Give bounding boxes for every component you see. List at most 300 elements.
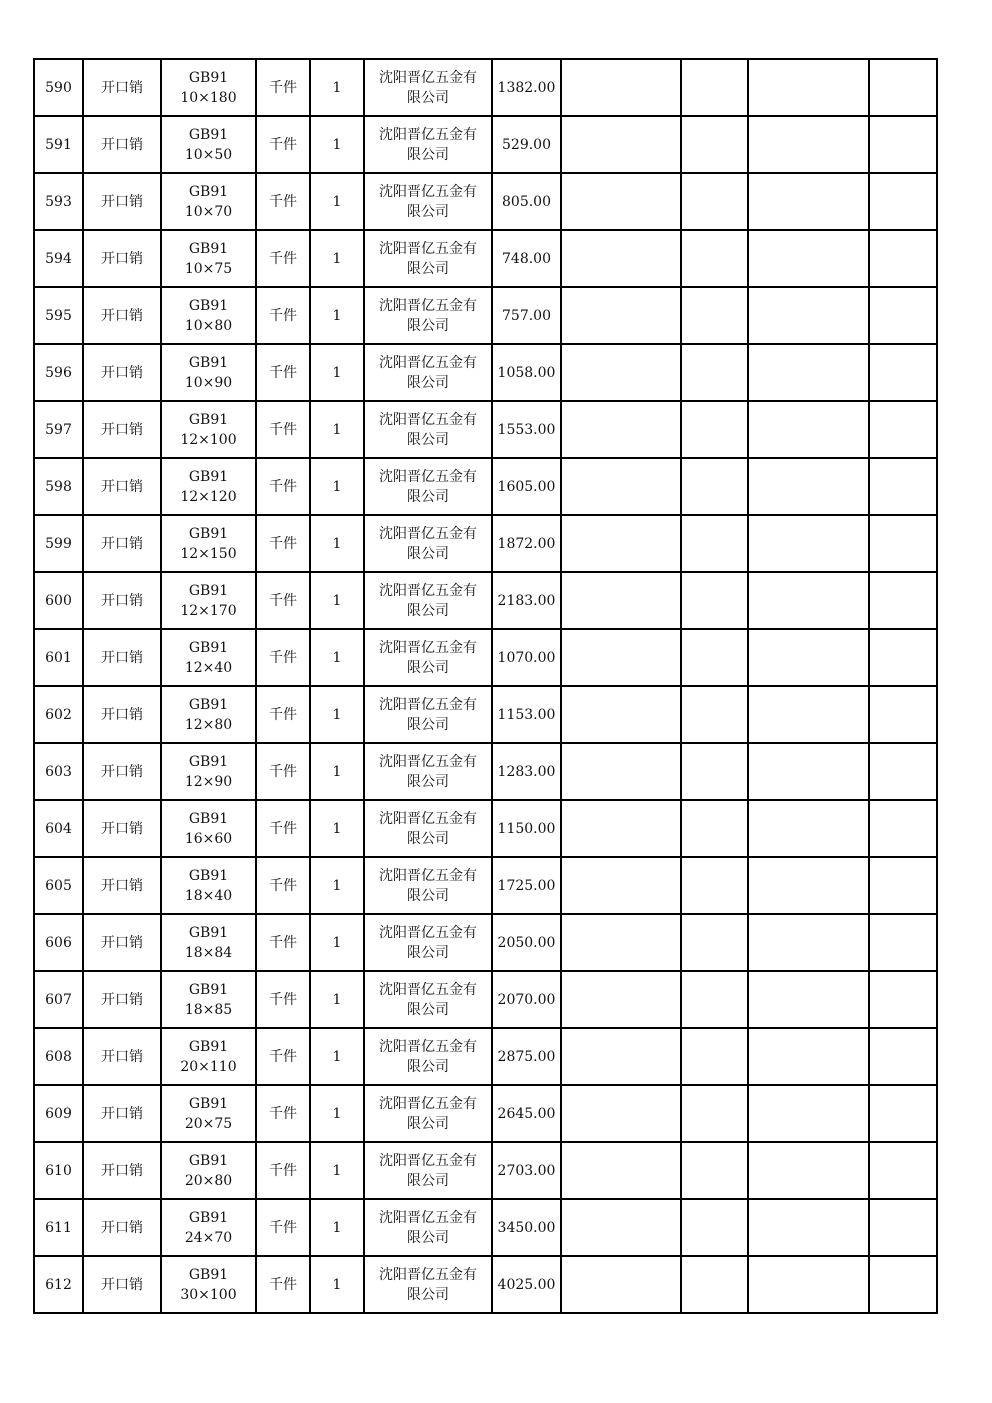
spec-standard: GB91 bbox=[188, 126, 229, 143]
item-spec-cell bbox=[161, 116, 256, 173]
spec-standard: GB91 bbox=[188, 1152, 229, 1169]
item-number-cell: 610 bbox=[34, 1142, 83, 1199]
item-number-cell: 602 bbox=[34, 686, 83, 743]
spec-size: 10×90 bbox=[184, 374, 233, 391]
item-number-cell: 595 bbox=[34, 287, 83, 344]
empty-cell bbox=[748, 686, 869, 743]
empty-cell bbox=[561, 914, 681, 971]
spec-standard: GB91 bbox=[188, 411, 229, 428]
empty-cell bbox=[561, 1085, 681, 1142]
item-spec-cell bbox=[161, 743, 256, 800]
empty-cell bbox=[748, 59, 869, 116]
item-quantity-cell: 1 bbox=[310, 59, 364, 116]
item-name-cell: 开口销 bbox=[83, 230, 161, 287]
item-number-cell: 612 bbox=[34, 1256, 83, 1313]
empty-cell bbox=[748, 230, 869, 287]
supplier-name-line2: 限公司 bbox=[407, 545, 449, 562]
item-name-cell: 开口销 bbox=[83, 971, 161, 1028]
item-unit-cell: 千件 bbox=[256, 173, 310, 230]
empty-cell bbox=[561, 173, 681, 230]
item-spec-cell bbox=[161, 800, 256, 857]
spec-standard: GB91 bbox=[188, 468, 229, 485]
item-unit-cell: 千件 bbox=[256, 629, 310, 686]
table-row bbox=[34, 401, 937, 458]
unit-price-cell: 1283.00 bbox=[492, 743, 561, 800]
table-row bbox=[34, 914, 937, 971]
empty-cell bbox=[561, 1256, 681, 1313]
unit-price-cell: 2183.00 bbox=[492, 572, 561, 629]
item-spec-cell bbox=[161, 173, 256, 230]
empty-cell bbox=[869, 686, 937, 743]
supplier-name-line1: 沈阳晋亿五金有 bbox=[379, 1038, 477, 1055]
supplier-name-line1: 沈阳晋亿五金有 bbox=[379, 468, 477, 485]
supplier-cell bbox=[364, 1199, 492, 1256]
item-spec-cell bbox=[161, 686, 256, 743]
spec-standard: GB91 bbox=[188, 297, 229, 314]
empty-cell bbox=[681, 572, 748, 629]
item-quantity-cell: 1 bbox=[310, 173, 364, 230]
spec-standard: GB91 bbox=[188, 183, 229, 200]
empty-cell bbox=[748, 857, 869, 914]
unit-price-cell: 1725.00 bbox=[492, 857, 561, 914]
empty-cell bbox=[681, 1142, 748, 1199]
supplier-cell bbox=[364, 686, 492, 743]
item-spec-cell bbox=[161, 629, 256, 686]
empty-cell bbox=[681, 1256, 748, 1313]
spec-size: 12×40 bbox=[184, 659, 233, 676]
item-name-cell: 开口销 bbox=[83, 629, 161, 686]
item-name-cell: 开口销 bbox=[83, 401, 161, 458]
item-quantity-cell: 1 bbox=[310, 116, 364, 173]
item-name-cell: 开口销 bbox=[83, 515, 161, 572]
empty-cell bbox=[869, 743, 937, 800]
item-spec-cell bbox=[161, 59, 256, 116]
item-quantity-cell: 1 bbox=[310, 344, 364, 401]
table-row bbox=[34, 344, 937, 401]
item-quantity-cell: 1 bbox=[310, 287, 364, 344]
supplier-name-line2: 限公司 bbox=[407, 317, 449, 334]
spec-standard: GB91 bbox=[188, 1209, 229, 1226]
item-quantity-cell: 1 bbox=[310, 1199, 364, 1256]
item-unit-cell: 千件 bbox=[256, 1199, 310, 1256]
item-quantity-cell: 1 bbox=[310, 629, 364, 686]
table-row bbox=[34, 800, 937, 857]
item-quantity-cell: 1 bbox=[310, 743, 364, 800]
supplier-name-line2: 限公司 bbox=[407, 1229, 449, 1246]
supplier-name-line2: 限公司 bbox=[407, 1286, 449, 1303]
item-unit-cell: 千件 bbox=[256, 971, 310, 1028]
empty-cell bbox=[561, 971, 681, 1028]
supplier-cell bbox=[364, 1142, 492, 1199]
item-spec-cell bbox=[161, 971, 256, 1028]
unit-price-cell: 1605.00 bbox=[492, 458, 561, 515]
supplier-name-line2: 限公司 bbox=[407, 488, 449, 505]
supplier-name-line1: 沈阳晋亿五金有 bbox=[379, 981, 477, 998]
supplier-name-line1: 沈阳晋亿五金有 bbox=[379, 183, 477, 200]
spec-size: 20×110 bbox=[180, 1058, 237, 1075]
empty-cell bbox=[681, 629, 748, 686]
item-number-cell: 594 bbox=[34, 230, 83, 287]
empty-cell bbox=[869, 230, 937, 287]
spec-standard: GB91 bbox=[188, 582, 229, 599]
supplier-name-line2: 限公司 bbox=[407, 659, 449, 676]
unit-price-cell: 1553.00 bbox=[492, 401, 561, 458]
spec-size: 10×50 bbox=[184, 146, 233, 163]
spec-standard: GB91 bbox=[188, 753, 229, 770]
spec-size: 10×180 bbox=[180, 89, 237, 106]
table-row bbox=[34, 230, 937, 287]
item-spec-cell bbox=[161, 287, 256, 344]
table-row bbox=[34, 857, 937, 914]
empty-cell bbox=[748, 629, 869, 686]
empty-cell bbox=[561, 1028, 681, 1085]
empty-cell bbox=[561, 401, 681, 458]
item-quantity-cell: 1 bbox=[310, 1028, 364, 1085]
item-spec-cell bbox=[161, 401, 256, 458]
item-number-cell: 608 bbox=[34, 1028, 83, 1085]
item-name-cell: 开口销 bbox=[83, 1199, 161, 1256]
empty-cell bbox=[561, 629, 681, 686]
supplier-cell bbox=[364, 458, 492, 515]
supplier-cell bbox=[364, 515, 492, 572]
spec-size: 16×60 bbox=[184, 830, 233, 847]
empty-cell bbox=[869, 1142, 937, 1199]
empty-cell bbox=[681, 344, 748, 401]
empty-cell bbox=[561, 743, 681, 800]
table-row bbox=[34, 1085, 937, 1142]
item-quantity-cell: 1 bbox=[310, 572, 364, 629]
empty-cell bbox=[748, 1085, 869, 1142]
table-row bbox=[34, 743, 937, 800]
supplier-name-line2: 限公司 bbox=[407, 830, 449, 847]
supplier-cell bbox=[364, 1028, 492, 1085]
empty-cell bbox=[748, 914, 869, 971]
table-row bbox=[34, 59, 937, 116]
table-row bbox=[34, 1256, 937, 1313]
empty-cell bbox=[869, 857, 937, 914]
unit-price-cell: 4025.00 bbox=[492, 1256, 561, 1313]
empty-cell bbox=[681, 173, 748, 230]
supplier-name-line2: 限公司 bbox=[407, 1001, 449, 1018]
supplier-cell bbox=[364, 173, 492, 230]
empty-cell bbox=[561, 287, 681, 344]
empty-cell bbox=[748, 173, 869, 230]
empty-cell bbox=[869, 344, 937, 401]
empty-cell bbox=[681, 230, 748, 287]
table-row bbox=[34, 458, 937, 515]
spec-standard: GB91 bbox=[188, 525, 229, 542]
item-unit-cell: 千件 bbox=[256, 515, 310, 572]
unit-price-cell: 1382.00 bbox=[492, 59, 561, 116]
empty-cell bbox=[869, 1199, 937, 1256]
item-spec-cell bbox=[161, 515, 256, 572]
unit-price-cell: 529.00 bbox=[492, 116, 561, 173]
empty-cell bbox=[681, 743, 748, 800]
empty-cell bbox=[681, 914, 748, 971]
empty-cell bbox=[869, 572, 937, 629]
item-spec-cell bbox=[161, 1085, 256, 1142]
item-spec-cell bbox=[161, 458, 256, 515]
supplier-cell bbox=[364, 116, 492, 173]
supplier-name-line1: 沈阳晋亿五金有 bbox=[379, 867, 477, 884]
item-unit-cell: 千件 bbox=[256, 800, 310, 857]
supplier-cell bbox=[364, 800, 492, 857]
item-name-cell: 开口销 bbox=[83, 1256, 161, 1313]
empty-cell bbox=[869, 1085, 937, 1142]
table-row bbox=[34, 1199, 937, 1256]
item-unit-cell: 千件 bbox=[256, 686, 310, 743]
table-row bbox=[34, 116, 937, 173]
empty-cell bbox=[748, 1256, 869, 1313]
item-unit-cell: 千件 bbox=[256, 116, 310, 173]
item-quantity-cell: 1 bbox=[310, 971, 364, 1028]
item-number-cell: 596 bbox=[34, 344, 83, 401]
item-number-cell: 606 bbox=[34, 914, 83, 971]
item-quantity-cell: 1 bbox=[310, 914, 364, 971]
item-quantity-cell: 1 bbox=[310, 1085, 364, 1142]
item-spec-cell bbox=[161, 914, 256, 971]
item-name-cell: 开口销 bbox=[83, 173, 161, 230]
supplier-name-line2: 限公司 bbox=[407, 773, 449, 790]
supplier-name-line1: 沈阳晋亿五金有 bbox=[379, 924, 477, 941]
item-number-cell: 605 bbox=[34, 857, 83, 914]
item-name-cell: 开口销 bbox=[83, 857, 161, 914]
empty-cell bbox=[748, 1199, 869, 1256]
empty-cell bbox=[869, 59, 937, 116]
empty-cell bbox=[869, 971, 937, 1028]
item-name-cell: 开口销 bbox=[83, 686, 161, 743]
unit-price-cell: 1153.00 bbox=[492, 686, 561, 743]
spec-standard: GB91 bbox=[188, 1266, 229, 1283]
item-number-cell: 593 bbox=[34, 173, 83, 230]
spec-size: 12×100 bbox=[180, 431, 237, 448]
item-unit-cell: 千件 bbox=[256, 1028, 310, 1085]
unit-price-cell: 2703.00 bbox=[492, 1142, 561, 1199]
empty-cell bbox=[869, 914, 937, 971]
empty-cell bbox=[681, 857, 748, 914]
supplier-name-line1: 沈阳晋亿五金有 bbox=[379, 639, 477, 656]
spec-size: 12×150 bbox=[180, 545, 237, 562]
item-quantity-cell: 1 bbox=[310, 230, 364, 287]
item-name-cell: 开口销 bbox=[83, 116, 161, 173]
item-spec-cell bbox=[161, 572, 256, 629]
spec-standard: GB91 bbox=[188, 1095, 229, 1112]
spec-size: 10×70 bbox=[184, 203, 233, 220]
spec-size: 10×80 bbox=[184, 317, 233, 334]
item-unit-cell: 千件 bbox=[256, 401, 310, 458]
supplier-name-line2: 限公司 bbox=[407, 1172, 449, 1189]
spec-standard: GB91 bbox=[188, 696, 229, 713]
supplier-cell bbox=[364, 1256, 492, 1313]
unit-price-cell: 1070.00 bbox=[492, 629, 561, 686]
empty-cell bbox=[561, 116, 681, 173]
unit-price-cell: 2875.00 bbox=[492, 1028, 561, 1085]
supplier-name-line1: 沈阳晋亿五金有 bbox=[379, 297, 477, 314]
spec-standard: GB91 bbox=[188, 924, 229, 941]
empty-cell bbox=[681, 515, 748, 572]
supplier-name-line2: 限公司 bbox=[407, 431, 449, 448]
empty-cell bbox=[681, 287, 748, 344]
unit-price-cell: 2050.00 bbox=[492, 914, 561, 971]
empty-cell bbox=[869, 629, 937, 686]
item-name-cell: 开口销 bbox=[83, 800, 161, 857]
supplier-cell bbox=[364, 59, 492, 116]
empty-cell bbox=[748, 344, 869, 401]
spec-size: 18×40 bbox=[184, 887, 233, 904]
empty-cell bbox=[561, 800, 681, 857]
spec-standard: GB91 bbox=[188, 240, 229, 257]
supplier-name-line1: 沈阳晋亿五金有 bbox=[379, 810, 477, 827]
unit-price-cell: 1058.00 bbox=[492, 344, 561, 401]
table-row bbox=[34, 515, 937, 572]
supplier-cell bbox=[364, 914, 492, 971]
empty-cell bbox=[561, 572, 681, 629]
empty-cell bbox=[748, 743, 869, 800]
item-spec-cell bbox=[161, 344, 256, 401]
table-row bbox=[34, 173, 937, 230]
supplier-cell bbox=[364, 1085, 492, 1142]
empty-cell bbox=[681, 971, 748, 1028]
supplier-cell bbox=[364, 572, 492, 629]
empty-cell bbox=[681, 1085, 748, 1142]
supplier-name-line2: 限公司 bbox=[407, 1058, 449, 1075]
empty-cell bbox=[748, 116, 869, 173]
spec-standard: GB91 bbox=[188, 69, 229, 86]
unit-price-cell: 1150.00 bbox=[492, 800, 561, 857]
empty-cell bbox=[869, 173, 937, 230]
item-name-cell: 开口销 bbox=[83, 287, 161, 344]
empty-cell bbox=[561, 458, 681, 515]
spec-standard: GB91 bbox=[188, 810, 229, 827]
item-spec-cell bbox=[161, 857, 256, 914]
empty-cell bbox=[561, 230, 681, 287]
supplier-cell bbox=[364, 857, 492, 914]
spec-standard: GB91 bbox=[188, 981, 229, 998]
empty-cell bbox=[869, 401, 937, 458]
spec-size: 30×100 bbox=[180, 1286, 237, 1303]
supplier-name-line1: 沈阳晋亿五金有 bbox=[379, 354, 477, 371]
item-number-cell: 607 bbox=[34, 971, 83, 1028]
item-unit-cell: 千件 bbox=[256, 743, 310, 800]
supplier-cell bbox=[364, 287, 492, 344]
supplier-name-line2: 限公司 bbox=[407, 374, 449, 391]
item-name-cell: 开口销 bbox=[83, 914, 161, 971]
item-number-cell: 599 bbox=[34, 515, 83, 572]
empty-cell bbox=[748, 1142, 869, 1199]
empty-cell bbox=[681, 1199, 748, 1256]
empty-cell bbox=[561, 1199, 681, 1256]
supplier-name-line1: 沈阳晋亿五金有 bbox=[379, 696, 477, 713]
item-number-cell: 601 bbox=[34, 629, 83, 686]
empty-cell bbox=[681, 458, 748, 515]
supplier-name-line1: 沈阳晋亿五金有 bbox=[379, 1209, 477, 1226]
item-spec-cell bbox=[161, 230, 256, 287]
item-spec-cell bbox=[161, 1028, 256, 1085]
item-number-cell: 611 bbox=[34, 1199, 83, 1256]
item-unit-cell: 千件 bbox=[256, 458, 310, 515]
spec-standard: GB91 bbox=[188, 1038, 229, 1055]
supplier-name-line1: 沈阳晋亿五金有 bbox=[379, 1152, 477, 1169]
spec-size: 12×90 bbox=[184, 773, 233, 790]
spec-size: 10×75 bbox=[184, 260, 233, 277]
item-quantity-cell: 1 bbox=[310, 458, 364, 515]
empty-cell bbox=[748, 1028, 869, 1085]
table-row bbox=[34, 1142, 937, 1199]
unit-price-cell: 2070.00 bbox=[492, 971, 561, 1028]
item-quantity-cell: 1 bbox=[310, 515, 364, 572]
table-row bbox=[34, 971, 937, 1028]
supplier-name-line1: 沈阳晋亿五金有 bbox=[379, 411, 477, 428]
empty-cell bbox=[681, 59, 748, 116]
supplier-name-line2: 限公司 bbox=[407, 146, 449, 163]
supplier-name-line1: 沈阳晋亿五金有 bbox=[379, 69, 477, 86]
item-unit-cell: 千件 bbox=[256, 1142, 310, 1199]
spec-size: 12×120 bbox=[180, 488, 237, 505]
empty-cell bbox=[681, 401, 748, 458]
item-unit-cell: 千件 bbox=[256, 572, 310, 629]
empty-cell bbox=[681, 116, 748, 173]
unit-price-cell: 2645.00 bbox=[492, 1085, 561, 1142]
supplier-name-line1: 沈阳晋亿五金有 bbox=[379, 1095, 477, 1112]
item-unit-cell: 千件 bbox=[256, 59, 310, 116]
spec-size: 20×75 bbox=[184, 1115, 233, 1132]
item-number-cell: 600 bbox=[34, 572, 83, 629]
unit-price-cell: 1872.00 bbox=[492, 515, 561, 572]
item-quantity-cell: 1 bbox=[310, 1256, 364, 1313]
empty-cell bbox=[748, 800, 869, 857]
item-unit-cell: 千件 bbox=[256, 914, 310, 971]
item-unit-cell: 千件 bbox=[256, 857, 310, 914]
supplier-cell bbox=[364, 344, 492, 401]
empty-cell bbox=[681, 1028, 748, 1085]
unit-price-cell: 757.00 bbox=[492, 287, 561, 344]
item-unit-cell: 千件 bbox=[256, 230, 310, 287]
item-name-cell: 开口销 bbox=[83, 1085, 161, 1142]
item-number-cell: 597 bbox=[34, 401, 83, 458]
item-name-cell: 开口销 bbox=[83, 572, 161, 629]
empty-cell bbox=[869, 287, 937, 344]
item-number-cell: 591 bbox=[34, 116, 83, 173]
spec-size: 18×85 bbox=[184, 1001, 233, 1018]
item-number-cell: 590 bbox=[34, 59, 83, 116]
supplier-name-line2: 限公司 bbox=[407, 716, 449, 733]
price-table bbox=[33, 58, 938, 1314]
supplier-name-line1: 沈阳晋亿五金有 bbox=[379, 525, 477, 542]
item-unit-cell: 千件 bbox=[256, 287, 310, 344]
supplier-name-line2: 限公司 bbox=[407, 602, 449, 619]
empty-cell bbox=[681, 800, 748, 857]
spec-size: 12×170 bbox=[180, 602, 237, 619]
item-number-cell: 604 bbox=[34, 800, 83, 857]
supplier-cell bbox=[364, 230, 492, 287]
table-row bbox=[34, 572, 937, 629]
table-row bbox=[34, 287, 937, 344]
item-unit-cell: 千件 bbox=[256, 344, 310, 401]
supplier-name-line1: 沈阳晋亿五金有 bbox=[379, 1266, 477, 1283]
supplier-cell bbox=[364, 971, 492, 1028]
spec-standard: GB91 bbox=[188, 639, 229, 656]
empty-cell bbox=[869, 116, 937, 173]
supplier-cell bbox=[364, 629, 492, 686]
supplier-name-line2: 限公司 bbox=[407, 1115, 449, 1132]
spec-standard: GB91 bbox=[188, 867, 229, 884]
item-name-cell: 开口销 bbox=[83, 344, 161, 401]
item-spec-cell bbox=[161, 1199, 256, 1256]
item-name-cell: 开口销 bbox=[83, 743, 161, 800]
empty-cell bbox=[869, 458, 937, 515]
empty-cell bbox=[869, 1256, 937, 1313]
item-name-cell: 开口销 bbox=[83, 458, 161, 515]
